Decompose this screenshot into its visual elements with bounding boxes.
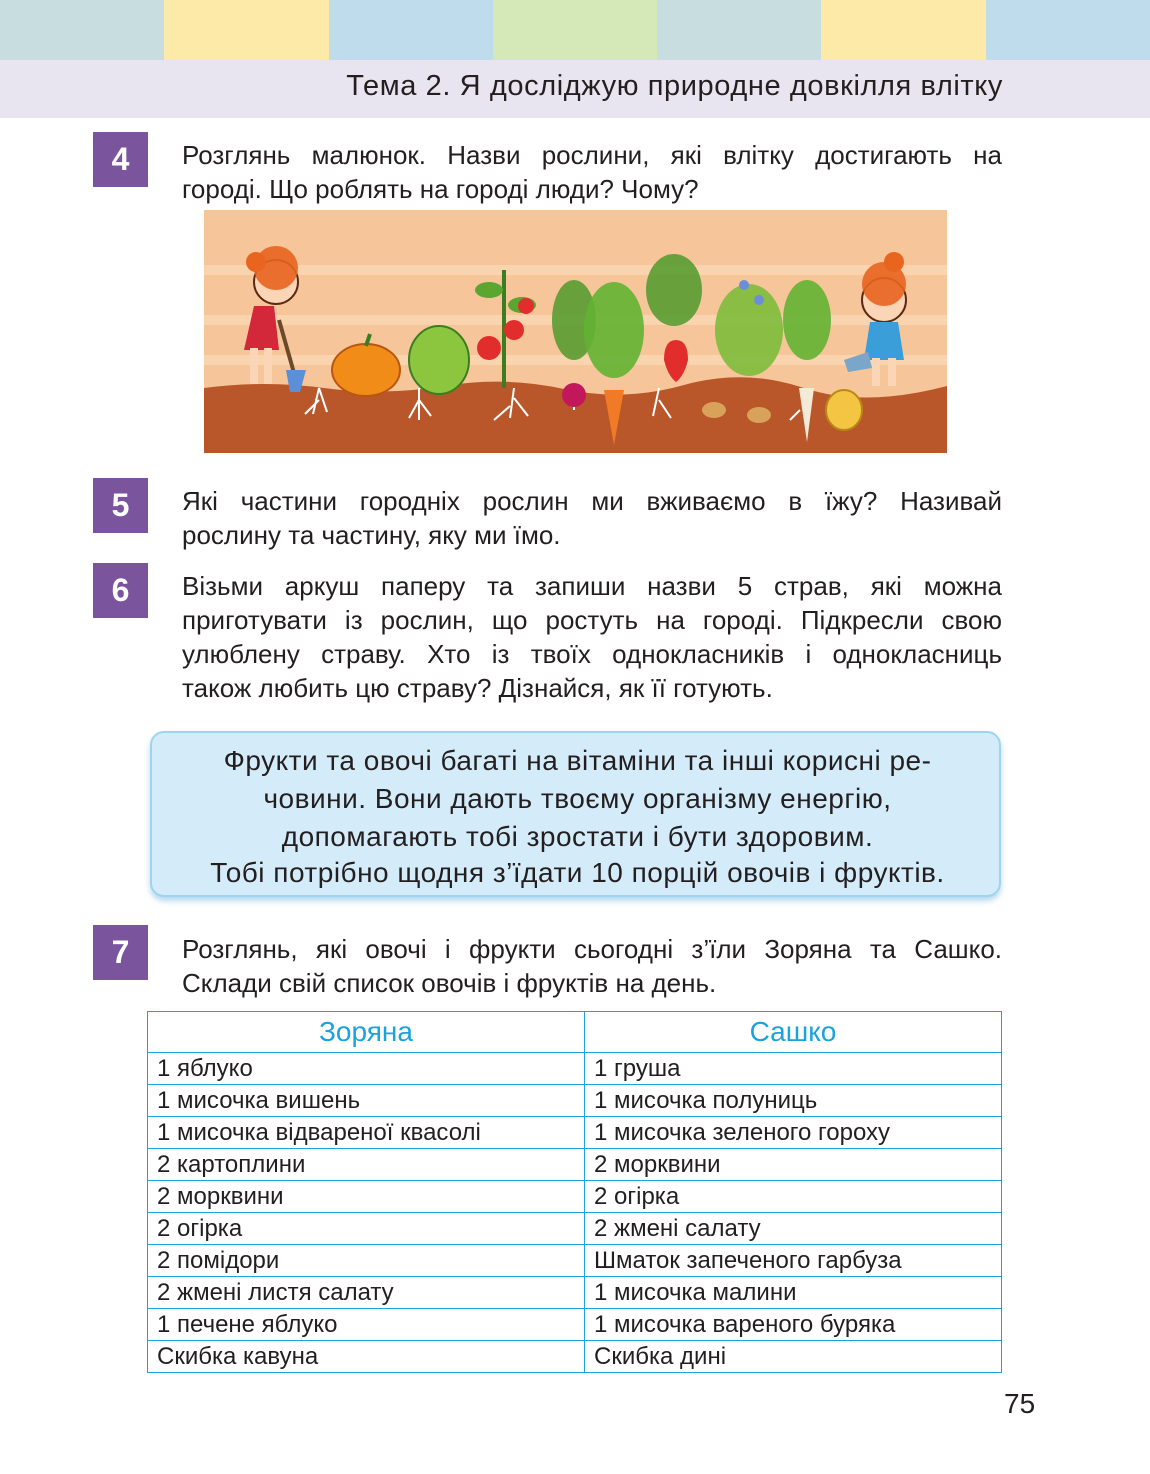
task-text-line: Розглянь, які овочі і фрукти сьогодні з’їли Зоряна та Сашко. bbox=[182, 934, 1002, 964]
task-text-line: Склади свій список овочів і фруктів на день. bbox=[182, 968, 717, 998]
table-cell: 1 яблуко bbox=[148, 1053, 585, 1085]
table-row bbox=[148, 1277, 1002, 1309]
task-text-line: рослину та частину, яку ми їмо. bbox=[182, 520, 561, 550]
task-number-badge: 6 bbox=[93, 563, 148, 618]
table-cell: 1 печене яблуко bbox=[148, 1309, 585, 1341]
table-row bbox=[148, 1085, 1002, 1117]
header-stripe bbox=[329, 0, 493, 60]
table-cell: 1 груша bbox=[585, 1053, 1002, 1085]
table-cell: Скибка дині bbox=[585, 1341, 1002, 1373]
table-cell: 2 огірка bbox=[148, 1213, 585, 1245]
table-cell: 1 мисочка малини bbox=[585, 1277, 1002, 1309]
task-6-text bbox=[182, 569, 1002, 705]
table-row bbox=[148, 1117, 1002, 1149]
table-cell: 1 мисочка вареного буряка bbox=[585, 1309, 1002, 1341]
table-cell: 1 мисочка зеленого гороху bbox=[585, 1117, 1002, 1149]
topic-title: Тема 2. Я досліджую природне довкілля влітку bbox=[346, 70, 1003, 102]
task-text-line: улюблену страву. Хто із твоїх однокласників і однокласниць bbox=[182, 639, 1002, 669]
table-cell: Шматок запеченого гарбуза bbox=[585, 1245, 1002, 1277]
table-cell: 2 помідори bbox=[148, 1245, 585, 1277]
header-color-stripes bbox=[0, 0, 1150, 60]
table-row bbox=[148, 1245, 1002, 1277]
info-box-line: допомагають тобі зростати і бути здоровим. bbox=[281, 821, 874, 852]
column-header-zoriana: Зоряна bbox=[148, 1012, 585, 1053]
info-box-line: Тобі потрібно щодня з’їдати 10 порцій овочів і фруктів. bbox=[210, 857, 945, 888]
table-cell: 2 картоплини bbox=[148, 1149, 585, 1181]
table-row bbox=[148, 1149, 1002, 1181]
header-stripe bbox=[986, 0, 1150, 60]
task-number-badge: 4 bbox=[93, 132, 148, 187]
task-text-line: Розглянь малюнок. Назви рослини, які влітку достигають на bbox=[182, 140, 1002, 170]
header-stripe bbox=[0, 0, 164, 60]
table-cell: Скибка кавуна bbox=[148, 1341, 585, 1373]
header-stripe bbox=[821, 0, 985, 60]
header-stripe bbox=[657, 0, 821, 60]
food-list-table bbox=[147, 1011, 1002, 1373]
table-row bbox=[148, 1181, 1002, 1213]
task-text-line: Які частини городніх рослин ми вживаємо в їжу? Називай bbox=[182, 486, 1002, 516]
task-7-text bbox=[182, 932, 1002, 1000]
info-box bbox=[150, 731, 1001, 897]
task-text-line: також любить цю страву? Дізнайся, як її готують. bbox=[182, 673, 773, 703]
column-header-sashko: Сашко bbox=[585, 1012, 1002, 1053]
info-box-line: Фрукти та овочі багаті на вітаміни та інші корисні ре- bbox=[223, 745, 932, 776]
table-cell: 2 жмені салату bbox=[585, 1213, 1002, 1245]
table-cell: 2 морквини bbox=[585, 1149, 1002, 1181]
task-number-badge: 5 bbox=[93, 478, 148, 533]
task-text-line: Візьми аркуш паперу та запиши назви 5 страв, які можна bbox=[182, 571, 1002, 601]
topic-header bbox=[0, 60, 1150, 118]
table-row bbox=[148, 1053, 1002, 1085]
task-5-text bbox=[182, 484, 1002, 552]
task-4-text bbox=[182, 138, 1002, 206]
table-cell: 1 мисочка вишень bbox=[148, 1085, 585, 1117]
table-cell: 2 морквини bbox=[148, 1181, 585, 1213]
header-stripe bbox=[493, 0, 657, 60]
table-cell: 1 мисочка відвареної квасолі bbox=[148, 1117, 585, 1149]
table-row bbox=[148, 1213, 1002, 1245]
task-text-line: городі. Що роблять на городі люди? Чому? bbox=[182, 174, 699, 204]
page-number: 75 bbox=[1004, 1388, 1036, 1419]
table-cell: 2 жмені листя салату bbox=[148, 1277, 585, 1309]
header-stripe bbox=[164, 0, 328, 60]
info-box-line: човини. Вони дають твоєму організму енергію, bbox=[263, 783, 892, 814]
task-number-badge: 7 bbox=[93, 925, 148, 980]
table-cell: 2 огірка bbox=[585, 1181, 1002, 1213]
task-text-line: приготувати із рослин, що ростуть на городі. Підкресли свою bbox=[182, 605, 1002, 635]
table-header-row bbox=[148, 1012, 1002, 1053]
table-row bbox=[148, 1341, 1002, 1373]
garden-illustration-icon bbox=[204, 210, 947, 453]
table-row bbox=[148, 1309, 1002, 1341]
table-cell: 1 мисочка полуниць bbox=[585, 1085, 1002, 1117]
